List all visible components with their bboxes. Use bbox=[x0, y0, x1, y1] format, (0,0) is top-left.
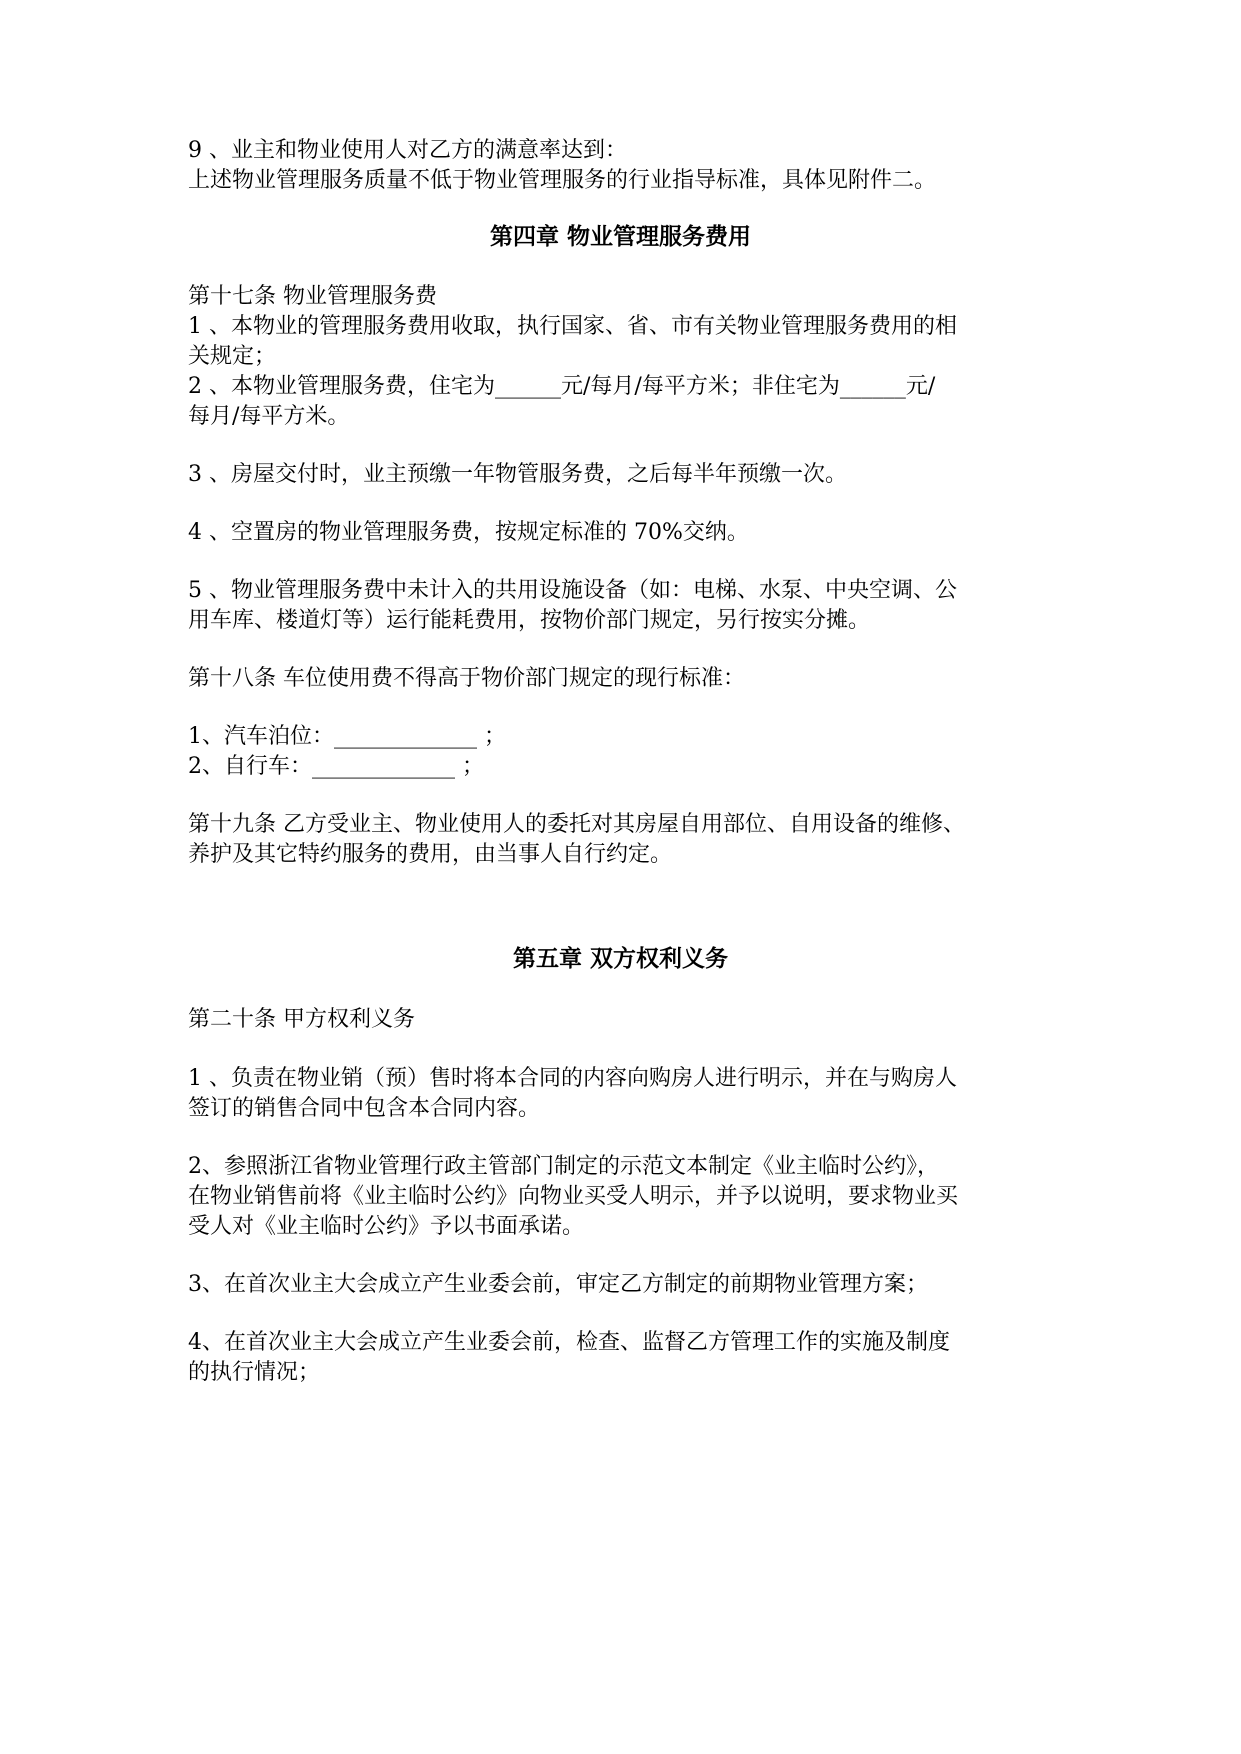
article-17-heading: 第十七条 物业管理服务费 bbox=[188, 284, 437, 309]
text-line: 4 、空置房的物业管理服务费，按规定标准的 70%交纳。 bbox=[188, 520, 749, 545]
text-line: 2、参照浙江省物业管理行政主管部门制定的示范文本制定《业主临时公约》， bbox=[188, 1154, 939, 1179]
text-line: 用车库、楼道灯等）运行能耗费用，按物价部门规定，另行按实分摊。 bbox=[188, 608, 871, 633]
text-line: 的执行情况； bbox=[188, 1360, 321, 1385]
text-line: 1 、负责在物业销（预）售时将本合同的内容向购房人进行明示，并在与购房人 bbox=[188, 1066, 957, 1091]
text-line: 受人对《业主临时公约》予以书面承诺。 bbox=[188, 1214, 585, 1239]
article-18-heading: 第十八条 车位使用费不得高于物价部门规定的现行标准： bbox=[188, 666, 745, 691]
article-19-line: 第十九条 乙方受业主、物业使用人的委托对其房屋自用部位、自用设备的维修、 bbox=[188, 812, 965, 837]
text-line: 每月/每平方米。 bbox=[188, 404, 350, 429]
text-line: 5 、物业管理服务费中未计入的共用设施设备（如：电梯、水泵、中央空调、公 bbox=[188, 578, 957, 603]
text-line: 3、在首次业主大会成立产生业委会前，审定乙方制定的前期物业管理方案； bbox=[188, 1272, 928, 1297]
chapter-5-title: 第五章 双方权利义务 bbox=[512, 945, 728, 972]
text-line: 9 、业主和物业使用人对乙方的满意率达到： bbox=[188, 138, 627, 163]
article-19-line: 养护及其它特约服务的费用，由当事人自行约定。 bbox=[188, 842, 673, 867]
text-line: 1 、本物业的管理服务费用收取，执行国家、省、市有关物业管理服务费用的相 bbox=[188, 314, 957, 339]
text-line: 2、自行车：_____________ ； bbox=[188, 754, 484, 779]
text-line: 上述物业管理服务质量不低于物业管理服务的行业指导标准，具体见附件二。 bbox=[188, 168, 937, 193]
text-line: 签订的销售合同中包含本合同内容。 bbox=[188, 1096, 541, 1121]
chapter-4-title: 第四章 物业管理服务费用 bbox=[489, 223, 751, 250]
text-line: 4、在首次业主大会成立产生业委会前，检查、监督乙方管理工作的实施及制度 bbox=[188, 1330, 950, 1355]
text-line: 关规定； bbox=[188, 344, 277, 369]
text-line: 2 、本物业管理服务费，住宅为______元/每月/每平方米；非住宅为______元/ bbox=[188, 374, 936, 399]
text-line: 3 、房屋交付时，业主预缴一年物管服务费，之后每半年预缴一次。 bbox=[188, 462, 847, 487]
text-line: 在物业销售前将《业主临时公约》向物业买受人明示，并予以说明，要求物业买 bbox=[188, 1184, 959, 1209]
text-line: 1、汽车泊位：_____________ ； bbox=[188, 724, 506, 749]
article-20-heading: 第二十条 甲方权利义务 bbox=[188, 1007, 415, 1032]
